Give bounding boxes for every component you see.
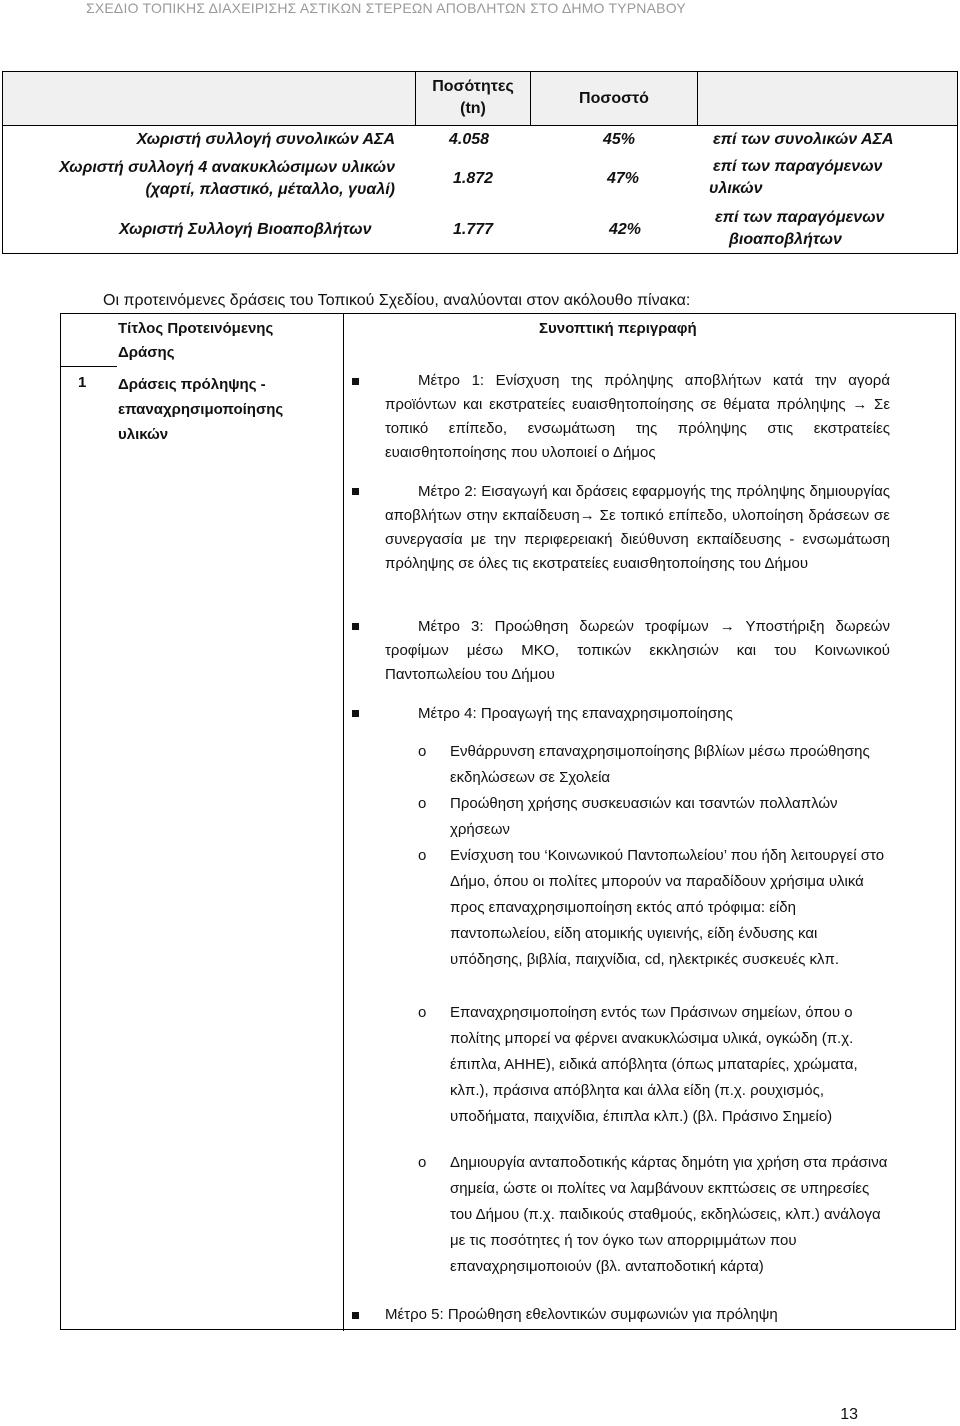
row-number: 1 [78, 374, 87, 391]
column-divider [697, 72, 698, 125]
measure-1: Μέτρο 1: Ενίσχυση της πρόληψης αποβλήτων κατά την αγορά προϊόντων και εκστρατείες ευαισθητοποίησης σε θέματα πρόληψης → Σε τοπικό επίπεδο, ενσωμάτωση της πρόληψης στις εκστρατείες ευαισθητοποίησης που υλοποιεί ο Δήμος [385, 372, 890, 461]
percent-header: Ποσοστό [579, 90, 649, 107]
description-header: Συνοπτική περιγραφή [539, 320, 697, 337]
bullet-icon [352, 710, 359, 717]
row-quantity: 4.058 [449, 131, 490, 148]
measure-5: Μέτρο 5: Προώθηση εθελοντικών συμφωνιών για πρόληψη [385, 1306, 778, 1323]
sub-item-marker: o [418, 743, 427, 760]
intro-text: Οι προτεινόμενες δράσεις του Τοπικού Σχεδίου, αναλύονται στον ακόλουθο πίνακα: [103, 292, 691, 309]
row-basis: επί των συνολικών ΑΣΑ [713, 131, 894, 148]
bullet-icon [352, 623, 359, 630]
sub-item-marker: o [418, 847, 427, 864]
sub-item-marker: o [418, 1004, 427, 1021]
row-quantity: 1.777 [453, 221, 494, 238]
row-percent: 42% [609, 221, 642, 238]
row-label: Χωριστή συλλογή συνολικών ΑΣΑ [136, 131, 395, 148]
row-percent: 47% [607, 170, 640, 187]
action-title-header: Τίτλος Προτεινόμενης Δράσης [118, 320, 274, 361]
row-quantity: 1.872 [453, 170, 494, 187]
row-percent: 45% [603, 131, 636, 148]
row-label: Χωριστή Συλλογή Βιοαποβλήτων [119, 221, 372, 238]
measure-4: Μέτρο 4: Προαγωγή της επαναχρησιμοποίησης [418, 705, 733, 722]
row-label: Χωριστή συλλογή 4 ανακυκλώσιμων υλικών (χαρτί, πλαστικό, μέταλλο, γυαλί) [59, 159, 395, 198]
row-basis: επί των παραγόμενων βιοαποβλήτων [715, 209, 885, 248]
sub-item: Επαναχρησιμοποίηση εντός των Πράσινων σημείων, όπου ο πολίτης μπορεί να φέρνει ανακυκλώσιμα υλικά, ογκώδη (π.χ. έπιπλα, ΑΗΗΕ), ειδικά απόβλητα (όπως μπαταρίες, χρώματα, κλπ.), πράσινα απόβλητα και άλλα είδη (π.χ. ρουχισμός, υποδήματα, παιχνίδια, έπιπλα κλπ.) (βλ. Πράσινο Σημείο) [450, 1004, 858, 1125]
sub-item-marker: o [418, 1154, 427, 1171]
measure-3: Μέτρο 3: Προώθηση δωρεών τροφίμων → Υποστήριξη δωρεών τροφίμων μέσω ΜΚΟ, τοπικών εκκλησιών και του Κοινωνικού Παντοπωλείου του Δήμου [385, 618, 890, 683]
sub-item-marker: o [418, 795, 427, 812]
bullet-icon [352, 378, 359, 385]
sub-item: Δημιουργία ανταποδοτικής κάρτας δημότη για χρήση στα πράσινα σημεία, ώστε οι πολίτες να λαμβάνουν εκπτώσεις σε υπηρεσίες του Δήμου (π.χ. παιδικούς σταθμούς, εκδηλώσεις, κλπ.) ανάλογα με τις ποσότητες ή τον όγκο των απορριμμάτων που επαναχρησιμοποιούν (βλ. ανταποδοτική κάρτα) [450, 1154, 888, 1275]
row-divider [61, 366, 117, 367]
sub-item: Ενθάρρυνση επαναχρησιμοποίησης βιβλίων μέσω προώθησης εκδηλώσεων σε Σχολεία [450, 743, 870, 786]
measure-2: Μέτρο 2: Εισαγωγή και δράσεις εφαρμογής της πρόληψης δημιουργίας αποβλήτων στην εκπαίδευση→ Σε τοπικό επίπεδο, υλοποίηση δράσεων σε συνεργασία με την περιφερειακή διεύθυνση εκπαίδευσης - ενσωμάτωση πρόληψης σε όλες τις εκστρατείες ευαισθητοποίησης του Δήμου [385, 483, 890, 572]
collection-targets-table [2, 71, 958, 254]
bullet-icon [352, 488, 359, 495]
row-basis: επί των παραγόμενων υλικών [709, 158, 883, 197]
bullet-icon [352, 1312, 359, 1319]
page-number: 13 [840, 1406, 858, 1423]
quantities-header: Ποσότητες (tn) [432, 78, 514, 117]
column-divider [343, 314, 344, 1331]
sub-item: Ενίσχυση του ‘Κοινωνικού Παντοπωλείου’ που ήδη λειτουργεί στο Δήμο, όπου οι πολίτες μπορούν να παραδίδουν χρήσιμα υλικά προς επαναχρησιμοποίηση εκτός από τρόφιμα: είδη παντοπωλείου, είδη ατομικής υγιεινής, είδη ένδυσης και υπόδησης, βιβλία, παιχνίδια, cd, ηλεκτρικές συσκευές κλπ. [450, 847, 885, 968]
sub-item: Προώθηση χρήσης συσκευασιών και τσαντών πολλαπλών χρήσεων [450, 795, 838, 838]
action-title: Δράσεις πρόληψης - επαναχρησιμοποίησης υλικών [118, 376, 284, 443]
document-header: ΣΧΕΔΙΟ ΤΟΠΙΚΗΣ ΔΙΑΧΕΙΡΙΣΗΣ ΑΣΤΙΚΩΝ ΣΤΕΡΕΩΝ ΑΠΟΒΛΗΤΩΝ ΣΤΟ ΔΗΜΟ ΤΥΡΝΑΒΟΥ [86, 0, 686, 16]
